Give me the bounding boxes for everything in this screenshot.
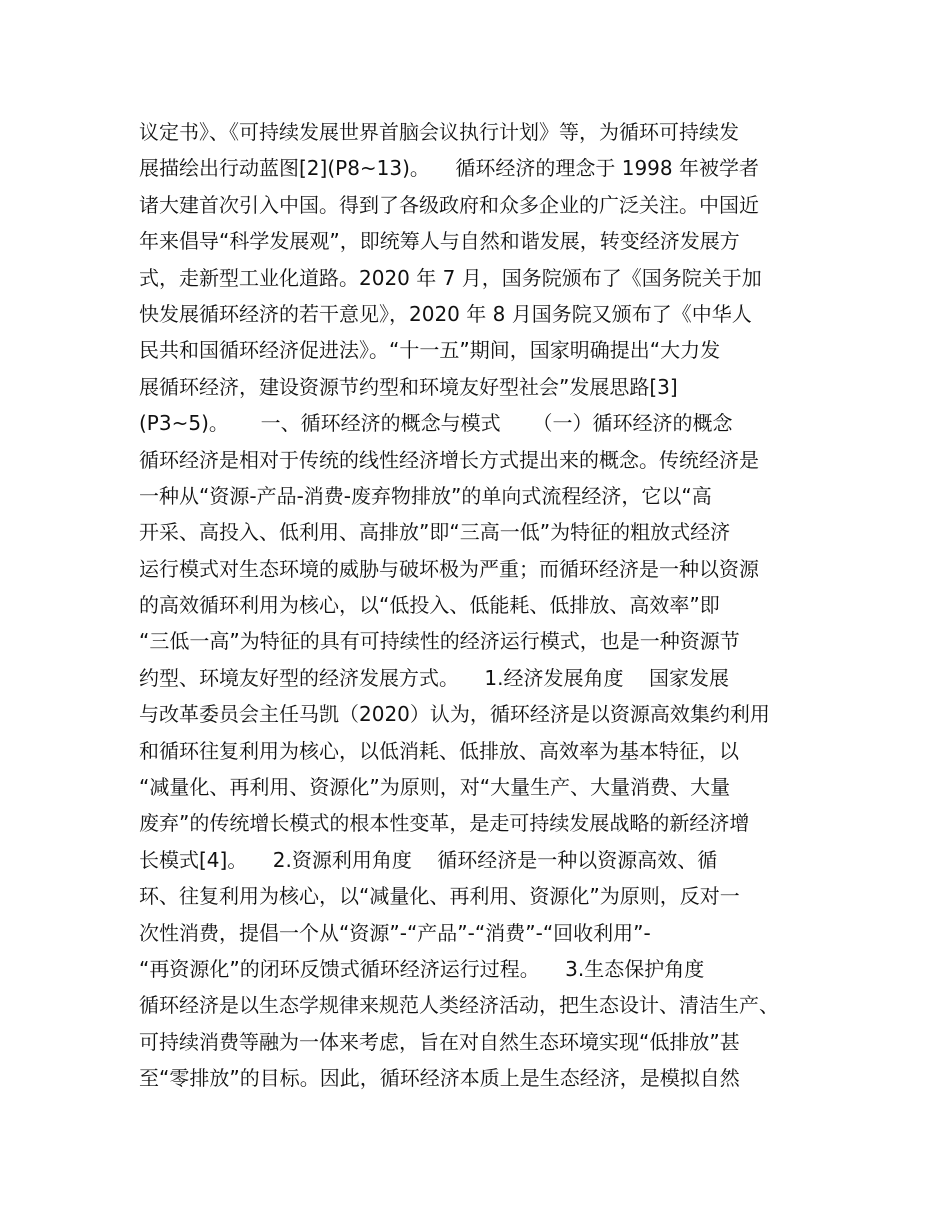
text-line: 与改革委员会主任马凯（2020）认为，循环经济是以资源高效集约利用	[139, 702, 770, 727]
text-line: 议定书》、《可持续发展世界首脑会议执行计划》等，为循环可持续发	[139, 120, 739, 144]
text-line: 和循环往复利用为核心，以低消耗、低排放、高效率为基本特征，以	[139, 738, 739, 763]
text-line: 式，走新型工业化道路。2020 年 7 月，国务院颁布了《国务院关于加	[139, 265, 762, 290]
text-line: (P3~5)。 一、循环经济的概念与模式 （一）循环经济的概念	[139, 411, 733, 436]
text-line: “再资源化”的闭环反馈式循环经济运行过程。 3.生态保护角度	[139, 956, 705, 981]
text-line: 诸大建首次引入中国。得到了各级政府和众多企业的广泛关注。中国近	[139, 192, 759, 217]
text-line: 一种从“资源-产品-消费-废弃物排放”的单向式流程经济，它以“高	[139, 483, 712, 508]
text-line: 展描绘出行动蓝图[2](P8~13)。 循环经济的理念于 1998 年被学者	[139, 156, 759, 181]
text-line: 至“零排放”的目标。因此，循环经济本质上是生态经济，是模拟自然	[139, 1066, 740, 1091]
text-line: 展循环经济，建设资源节约型和环境友好型社会”发展思路[3]	[139, 374, 678, 399]
text-line: 次性消费，提倡一个从“资源”-“产品”-“消费”-“回收利用”-	[139, 920, 651, 945]
text-line: 年来倡导“科学发展观”，即统筹人与自然和谐发展，转变经济发展方	[139, 229, 740, 254]
text-line: 运行模式对生态环境的威胁与破坏极为严重；而循环经济是一种以资源	[139, 556, 759, 581]
text-line: 循环经济是相对于传统的线性经济增长方式提出来的概念。传统经济是	[139, 447, 759, 472]
text-line: 的高效循环利用为核心，以“低投入、低能耗、低排放、高效率”即	[139, 593, 720, 618]
text-line: “三低一高”为特征的具有可持续性的经济运行模式，也是一种资源节	[139, 629, 740, 654]
text-line: 长模式[4]。 2.资源利用角度 循环经济是一种以资源高效、循	[139, 847, 718, 872]
body-text	[139, 114, 819, 1097]
text-line: 约型、环境友好型的经济发展方式。 1.经济发展角度 国家发展	[139, 665, 729, 690]
text-line: 废弃”的传统增长模式的根本性变革，是走可持续发展战略的新经济增	[139, 811, 750, 836]
text-line: 环、往复利用为核心，以“减量化、再利用、资源化”为原则，反对一	[139, 884, 740, 909]
text-line: 循环经济是以生态学规律来规范人类经济活动，把生态设计、清洁生产、	[139, 993, 779, 1018]
text-line: 可持续消费等融为一体来考虑，旨在对自然生态环境实现“低排放”甚	[139, 1029, 740, 1054]
text-line: “减量化、再利用、资源化”为原则，对“大量生产、大量消费、大量	[139, 775, 731, 800]
text-line: 快发展循环经济的若干意见》，2020 年 8 月国务院又颁布了《中华人	[139, 301, 752, 326]
text-line: 开采、高投入、低利用、高排放”即“三高一低”为特征的粗放式经济	[139, 520, 731, 545]
text-line: 民共和国循环经济促进法》。“十一五”期间，国家明确提出“大力发	[139, 338, 721, 363]
